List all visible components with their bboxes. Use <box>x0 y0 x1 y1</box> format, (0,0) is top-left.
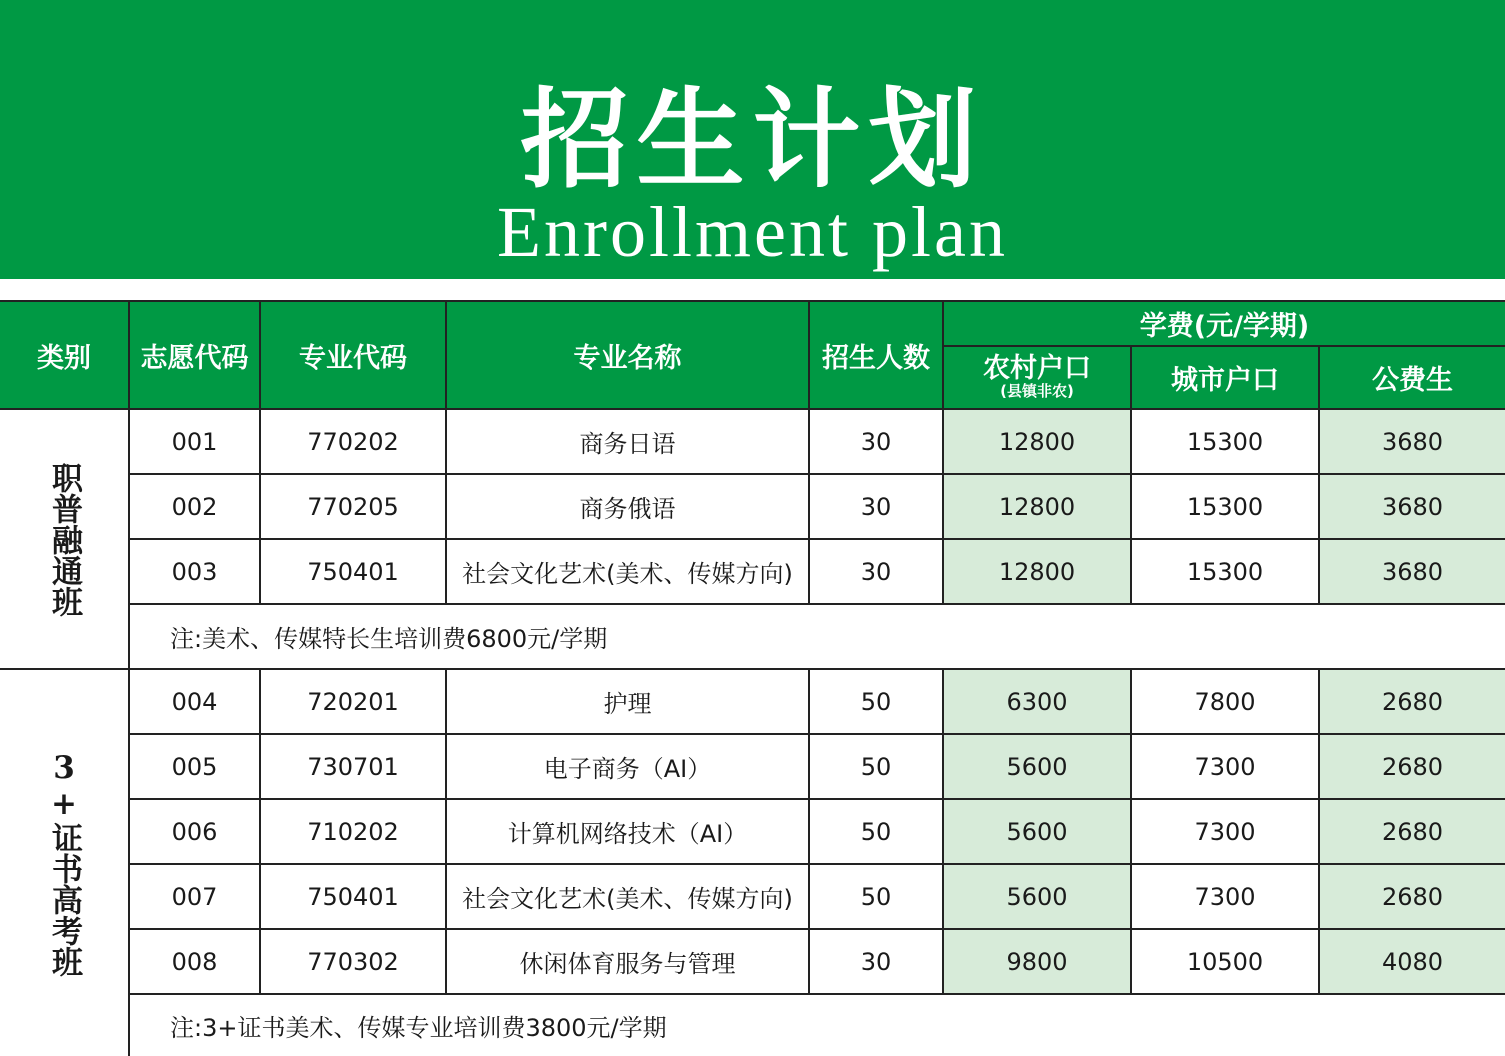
choice-code-cell: 005 <box>129 734 260 799</box>
table-row <box>0 539 1505 604</box>
rural-fee-cell: 12800 <box>943 409 1131 474</box>
major-name-cell: 商务俄语 <box>446 474 809 539</box>
enrollment-cell: 50 <box>809 864 943 929</box>
category-cell <box>0 669 129 1056</box>
major-code-cell: 720201 <box>260 669 446 734</box>
urban-fee-cell: 15300 <box>1131 474 1319 539</box>
major-name-cell: 休闲体育服务与管理 <box>446 929 809 994</box>
urban-fee-cell: 7300 <box>1131 864 1319 929</box>
header-rural-label: 农村户口 <box>983 352 1091 384</box>
urban-fee-cell: 7800 <box>1131 669 1319 734</box>
page-subtitle: Enrollment plan <box>497 192 1008 272</box>
choice-code-cell: 008 <box>129 929 260 994</box>
header-choice-code: 志愿代码 <box>129 301 260 409</box>
urban-fee-cell: 10500 <box>1131 929 1319 994</box>
table-row <box>0 474 1505 539</box>
major-code-cell: 730701 <box>260 734 446 799</box>
header-rural-note: (县镇非农) <box>1000 381 1074 400</box>
table-row <box>0 669 1505 734</box>
header-public: 公费生 <box>1319 346 1505 409</box>
table-row <box>0 929 1505 994</box>
urban-fee-cell: 15300 <box>1131 409 1319 474</box>
note-text: 注:3+证书美术、传媒专业培训费3800元/学期 <box>129 994 1505 1056</box>
public-fee-cell: 3680 <box>1319 539 1505 604</box>
major-name-cell: 电子商务（AI） <box>446 734 809 799</box>
major-name-cell: 计算机网络技术（AI） <box>446 799 809 864</box>
rural-fee-cell: 5600 <box>943 864 1131 929</box>
public-fee-cell: 2680 <box>1319 734 1505 799</box>
enrollment-table <box>0 300 1505 1056</box>
rural-fee-cell: 12800 <box>943 539 1131 604</box>
category-label: 职普融通班 <box>46 461 82 617</box>
rural-fee-cell: 12800 <box>943 474 1131 539</box>
enrollment-cell: 50 <box>809 734 943 799</box>
header-major-code: 专业代码 <box>260 301 446 409</box>
major-name-cell: 护理 <box>446 669 809 734</box>
table-row <box>0 864 1505 929</box>
rural-fee-cell: 9800 <box>943 929 1131 994</box>
major-name-cell: 社会文化艺术(美术、传媒方向) <box>446 864 809 929</box>
urban-fee-cell: 7300 <box>1131 734 1319 799</box>
public-fee-cell: 2680 <box>1319 864 1505 929</box>
urban-fee-cell: 7300 <box>1131 799 1319 864</box>
major-name-cell: 商务日语 <box>446 409 809 474</box>
enrollment-cell: 30 <box>809 539 943 604</box>
choice-code-cell: 003 <box>129 539 260 604</box>
public-fee-cell: 4080 <box>1319 929 1505 994</box>
table-row <box>0 409 1505 474</box>
major-code-cell: 710202 <box>260 799 446 864</box>
enrollment-cell: 30 <box>809 929 943 994</box>
rural-fee-cell: 5600 <box>943 799 1131 864</box>
table-row <box>0 799 1505 864</box>
public-fee-cell: 2680 <box>1319 669 1505 734</box>
major-code-cell: 770205 <box>260 474 446 539</box>
header-rural <box>943 346 1131 409</box>
enrollment-cell: 30 <box>809 474 943 539</box>
major-code-cell: 770302 <box>260 929 446 994</box>
table-row <box>0 734 1505 799</box>
header-major-name: 专业名称 <box>446 301 809 409</box>
category-label: 3+证书高考班 <box>46 749 82 977</box>
choice-code-cell: 006 <box>129 799 260 864</box>
choice-code-cell: 001 <box>129 409 260 474</box>
category-cell <box>0 409 129 669</box>
header-tuition-group: 学费(元/学期) <box>943 301 1505 346</box>
urban-fee-cell: 15300 <box>1131 539 1319 604</box>
public-fee-cell: 3680 <box>1319 409 1505 474</box>
public-fee-cell: 2680 <box>1319 799 1505 864</box>
page-title: 招生计划 <box>520 77 985 203</box>
major-code-cell: 750401 <box>260 864 446 929</box>
header-banner <box>0 0 1505 279</box>
header-urban: 城市户口 <box>1131 346 1319 409</box>
choice-code-cell: 004 <box>129 669 260 734</box>
header-category: 类别 <box>0 301 129 409</box>
major-code-cell: 750401 <box>260 539 446 604</box>
note-row <box>0 994 1505 1056</box>
enrollment-cell: 30 <box>809 409 943 474</box>
enrollment-cell: 50 <box>809 799 943 864</box>
note-row <box>0 604 1505 669</box>
major-code-cell: 770202 <box>260 409 446 474</box>
enrollment-cell: 50 <box>809 669 943 734</box>
choice-code-cell: 007 <box>129 864 260 929</box>
rural-fee-cell: 6300 <box>943 669 1131 734</box>
header-enrollment: 招生人数 <box>809 301 943 409</box>
rural-fee-cell: 5600 <box>943 734 1131 799</box>
public-fee-cell: 3680 <box>1319 474 1505 539</box>
note-text: 注:美术、传媒特长生培训费6800元/学期 <box>129 604 1505 669</box>
major-name-cell: 社会文化艺术(美术、传媒方向) <box>446 539 809 604</box>
choice-code-cell: 002 <box>129 474 260 539</box>
